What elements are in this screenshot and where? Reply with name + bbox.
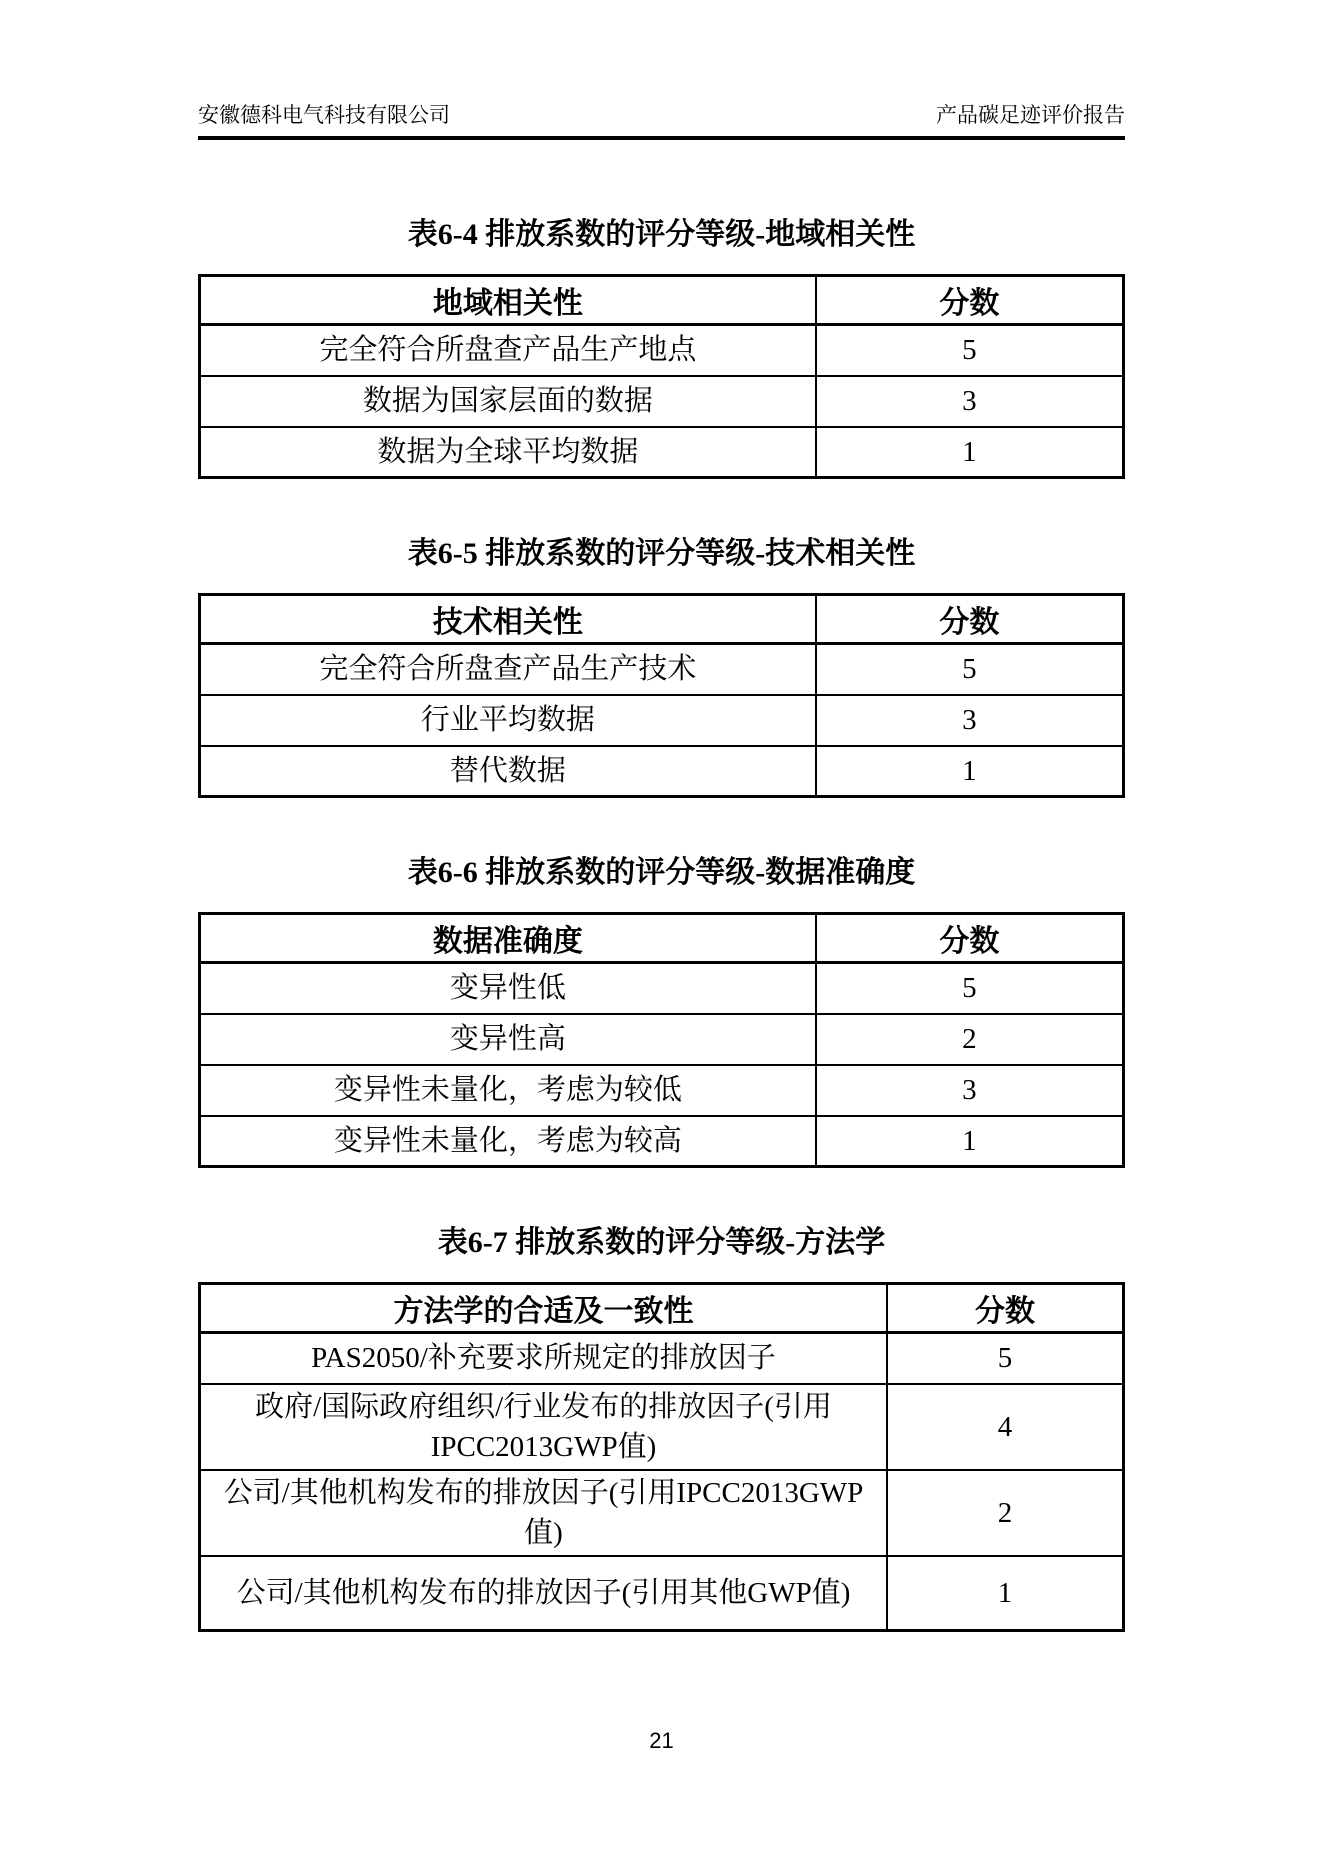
table-row (200, 1065, 1124, 1116)
table-6-5 (198, 593, 1125, 798)
table-6-4-caption: 表6-4 排放系数的评分等级-地域相关性 (407, 218, 916, 251)
criterion-cell: 数据为国家层面的数据 (200, 376, 816, 427)
table-6-6 (198, 912, 1125, 1168)
score-cell: 1 (816, 1116, 1124, 1167)
table-6-5-caption: 表6-5 排放系数的评分等级-技术相关性 (407, 537, 916, 570)
table-row (200, 963, 1124, 1014)
column-header-criterion: 地域相关性 (200, 276, 816, 325)
score-cell: 3 (816, 1065, 1124, 1116)
table-row (200, 1384, 1124, 1470)
score-cell: 2 (816, 1014, 1124, 1065)
column-header-criterion: 数据准确度 (200, 914, 816, 963)
score-cell: 3 (816, 376, 1124, 427)
header-report-title: 产品碳足迹评价报告 (936, 103, 1125, 127)
table-6-4 (198, 274, 1125, 479)
score-cell: 5 (816, 644, 1124, 695)
table-header-row (200, 914, 1124, 963)
criterion-cell: 完全符合所盘查产品生产技术 (200, 644, 816, 695)
score-cell: 5 (887, 1333, 1124, 1384)
criterion-cell: 变异性高 (200, 1014, 816, 1065)
table-6-7-caption: 表6-7 排放系数的评分等级-方法学 (437, 1226, 886, 1259)
score-cell: 5 (816, 325, 1124, 376)
table-6-7 (198, 1282, 1125, 1632)
criterion-cell: 行业平均数据 (200, 695, 816, 746)
score-cell: 3 (816, 695, 1124, 746)
criterion-cell: 变异性未量化，考虑为较高 (200, 1116, 816, 1167)
column-header-score: 分数 (816, 914, 1124, 963)
table-row (200, 1333, 1124, 1384)
score-cell: 1 (816, 427, 1124, 478)
table-row (200, 427, 1124, 478)
column-header-score: 分数 (816, 595, 1124, 644)
table-row (200, 376, 1124, 427)
criterion-cell: 公司/其他机构发布的排放因子(引用其他GWP值) (200, 1556, 887, 1631)
score-cell: 1 (816, 746, 1124, 797)
criterion-cell: 替代数据 (200, 746, 816, 797)
column-header-score: 分数 (816, 276, 1124, 325)
table-6-6-caption: 表6-6 排放系数的评分等级-数据准确度 (407, 856, 916, 889)
criterion-cell: 完全符合所盘查产品生产地点 (200, 325, 816, 376)
table-row (200, 644, 1124, 695)
score-cell: 2 (887, 1470, 1124, 1556)
column-header-score: 分数 (887, 1284, 1124, 1333)
criterion-cell: 数据为全球平均数据 (200, 427, 816, 478)
criterion-cell: 变异性低 (200, 963, 816, 1014)
criterion-cell: PAS2050/补充要求所规定的排放因子 (200, 1333, 887, 1384)
table-header-row (200, 276, 1124, 325)
header-company-name: 安徽德科电气科技有限公司 (198, 103, 450, 127)
criterion-cell: 政府/国际政府组织/行业发布的排放因子(引用IPCC2013GWP值) (200, 1384, 887, 1470)
table-row (200, 1116, 1124, 1167)
table-row (200, 325, 1124, 376)
criterion-cell: 变异性未量化，考虑为较低 (200, 1065, 816, 1116)
table-row (200, 746, 1124, 797)
score-cell: 5 (816, 963, 1124, 1014)
column-header-criterion: 技术相关性 (200, 595, 816, 644)
score-cell: 4 (887, 1384, 1124, 1470)
score-cell: 1 (887, 1556, 1124, 1631)
table-header-row (200, 595, 1124, 644)
table-row (200, 695, 1124, 746)
page-number: 21 (649, 1728, 674, 1753)
criterion-cell: 公司/其他机构发布的排放因子(引用IPCC2013GWP值) (200, 1470, 887, 1556)
column-header-criterion: 方法学的合适及一致性 (200, 1284, 887, 1333)
running-header (198, 0, 1125, 140)
table-row (200, 1470, 1124, 1556)
table-row (200, 1014, 1124, 1065)
table-row (200, 1556, 1124, 1631)
table-header-row (200, 1284, 1124, 1333)
